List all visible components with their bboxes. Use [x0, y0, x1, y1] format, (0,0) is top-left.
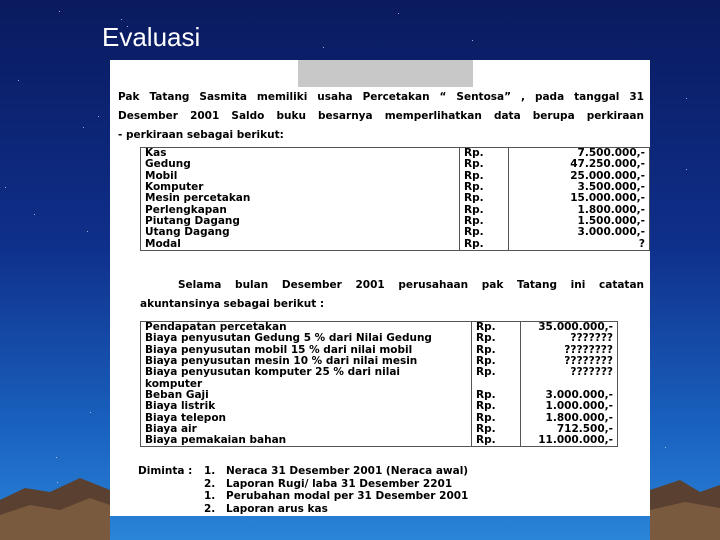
star: [87, 231, 88, 232]
star: [686, 98, 687, 99]
row-amount: ???????: [521, 333, 618, 344]
table-row: [141, 227, 650, 238]
row-currency: Rp.: [472, 390, 521, 401]
requirement-text: Laporan arus kas: [226, 502, 328, 515]
row-currency: Rp.: [472, 322, 521, 334]
row-amount: 25.000.000,-: [509, 171, 650, 182]
row-name: Biaya penyusutan komputer 25 % dari nilai: [141, 367, 472, 378]
requirement-number: 2.: [204, 502, 216, 515]
table-row: [141, 159, 650, 170]
row-name: Utang Dagang: [141, 227, 460, 238]
row-name: Komputer: [141, 182, 460, 193]
row-amount: ????????: [521, 345, 618, 356]
row-name: Gedung: [141, 159, 460, 170]
row-name: Kas: [141, 148, 460, 160]
row-amount: 3.000.000,-: [509, 227, 650, 238]
row-name: Biaya telepon: [141, 412, 472, 423]
accounts-table: [140, 147, 650, 251]
star: [5, 187, 6, 188]
document-image: [110, 60, 650, 516]
star: [83, 127, 84, 128]
row-amount: 1.800.000,-: [509, 204, 650, 215]
row-name: Mobil: [141, 171, 460, 182]
requirement-number: 1.: [204, 465, 216, 477]
table-row: [141, 193, 650, 204]
row-name: Beban Gaji: [141, 390, 472, 401]
row-amount: ???????: [521, 367, 618, 378]
star: [398, 13, 399, 14]
requirement-text: Laporan Rugi/ laba 31 Desember 2201: [226, 477, 453, 490]
transactions-intro-line: Selama bulan Desember 2001 perusahaan pak Tatang ini catatan: [178, 279, 644, 291]
row-name: Biaya penyusutan Gedung 5 % dari Nilai Gedung: [141, 333, 472, 344]
row-currency: Rp.: [472, 367, 521, 378]
intro-paragraph: [118, 88, 644, 145]
row-amount: 47.250.000,-: [509, 159, 650, 170]
table-row: [141, 238, 650, 250]
row-amount: 35.000.000,-: [521, 322, 618, 334]
intro-line: Pak Tatang Sasmita memiliki usaha Percetakan “ Sentosa” , pada tanggal 31: [118, 91, 644, 103]
star: [323, 47, 324, 48]
row-amount: 7.500.000,-: [509, 148, 650, 160]
row-amount: 1.500.000,-: [509, 216, 650, 227]
star: [56, 457, 57, 458]
star: [665, 447, 666, 448]
requirement-number: 1.: [204, 490, 216, 502]
requirement-number: 2.: [204, 477, 216, 490]
star: [34, 214, 35, 215]
row-currency: Rp.: [472, 333, 521, 344]
row-currency: Rp.: [460, 182, 509, 193]
row-amount: 15.000.000,-: [509, 193, 650, 204]
star: [472, 40, 473, 41]
requirements-label: Diminta :: [138, 465, 193, 477]
row-amount: ?: [509, 238, 650, 250]
row-currency: Rp.: [460, 193, 509, 204]
table-row: [141, 333, 618, 344]
row-currency: Rp.: [460, 159, 509, 170]
row-amount: 3.000.000,-: [521, 390, 618, 401]
row-currency: Rp.: [472, 412, 521, 423]
star: [59, 11, 60, 12]
table-row: [141, 401, 618, 412]
star: [121, 19, 122, 20]
star: [90, 412, 91, 413]
row-name: Biaya air: [141, 424, 472, 435]
slide-title: Evaluasi: [102, 22, 201, 52]
row-name: Perlengkapan: [141, 204, 460, 215]
row-currency: Rp.: [460, 148, 509, 160]
row-amount: 3.500.000,-: [509, 182, 650, 193]
row-currency: Rp.: [460, 204, 509, 215]
row-currency: Rp.: [460, 171, 509, 182]
row-amount: 1.000.000,-: [521, 401, 618, 412]
row-currency: Rp.: [472, 424, 521, 435]
row-currency: Rp.: [460, 238, 509, 250]
transactions-intro: [140, 276, 644, 314]
row-name: Pendapatan percetakan: [141, 322, 472, 334]
row-name: Modal: [141, 238, 460, 250]
header-gray-box: [298, 60, 473, 87]
requirements: [138, 465, 468, 515]
table-row: [141, 367, 618, 378]
row-name: komputer: [141, 378, 472, 389]
table-row: [141, 435, 618, 447]
intro-line: - perkiraan sebagai berikut:: [118, 129, 284, 141]
row-amount: 1.800.000,-: [521, 412, 618, 423]
requirement-text: Neraca 31 Desember 2001 (Neraca awal): [226, 465, 469, 477]
star: [686, 169, 687, 170]
transactions-intro-line: akuntansinya sebagai berikut :: [140, 298, 325, 310]
row-name: Biaya penyusutan mesin 10 % dari nilai mesin: [141, 356, 472, 367]
row-currency: Rp.: [460, 216, 509, 227]
row-name: Mesin percetakan: [141, 193, 460, 204]
row-name: Biaya listrik: [141, 401, 472, 412]
requirement-text: Perubahan modal per 31 Desember 2001: [226, 490, 469, 502]
row-amount: ????????: [521, 356, 618, 367]
row-amount: 11.000.000,-: [521, 435, 618, 447]
row-name: Biaya pemakaian bahan: [141, 435, 472, 447]
transactions-table: [140, 321, 618, 447]
row-currency: Rp.: [460, 227, 509, 238]
row-currency: Rp.: [472, 356, 521, 367]
row-currency: Rp.: [472, 435, 521, 447]
star: [98, 116, 99, 117]
intro-line: Desember 2001 Saldo buku besarnya memperlihatkan data berupa perkiraan: [118, 110, 644, 122]
row-currency: Rp.: [472, 401, 521, 412]
row-name: Piutang Dagang: [141, 216, 460, 227]
row-currency: Rp.: [472, 345, 521, 356]
table-row: [141, 171, 650, 182]
row-amount: 712.500,-: [521, 424, 618, 435]
row-name: Biaya penyusutan mobil 15 % dari nilai mobil: [141, 345, 472, 356]
table-row: [141, 412, 618, 423]
star: [18, 80, 19, 81]
